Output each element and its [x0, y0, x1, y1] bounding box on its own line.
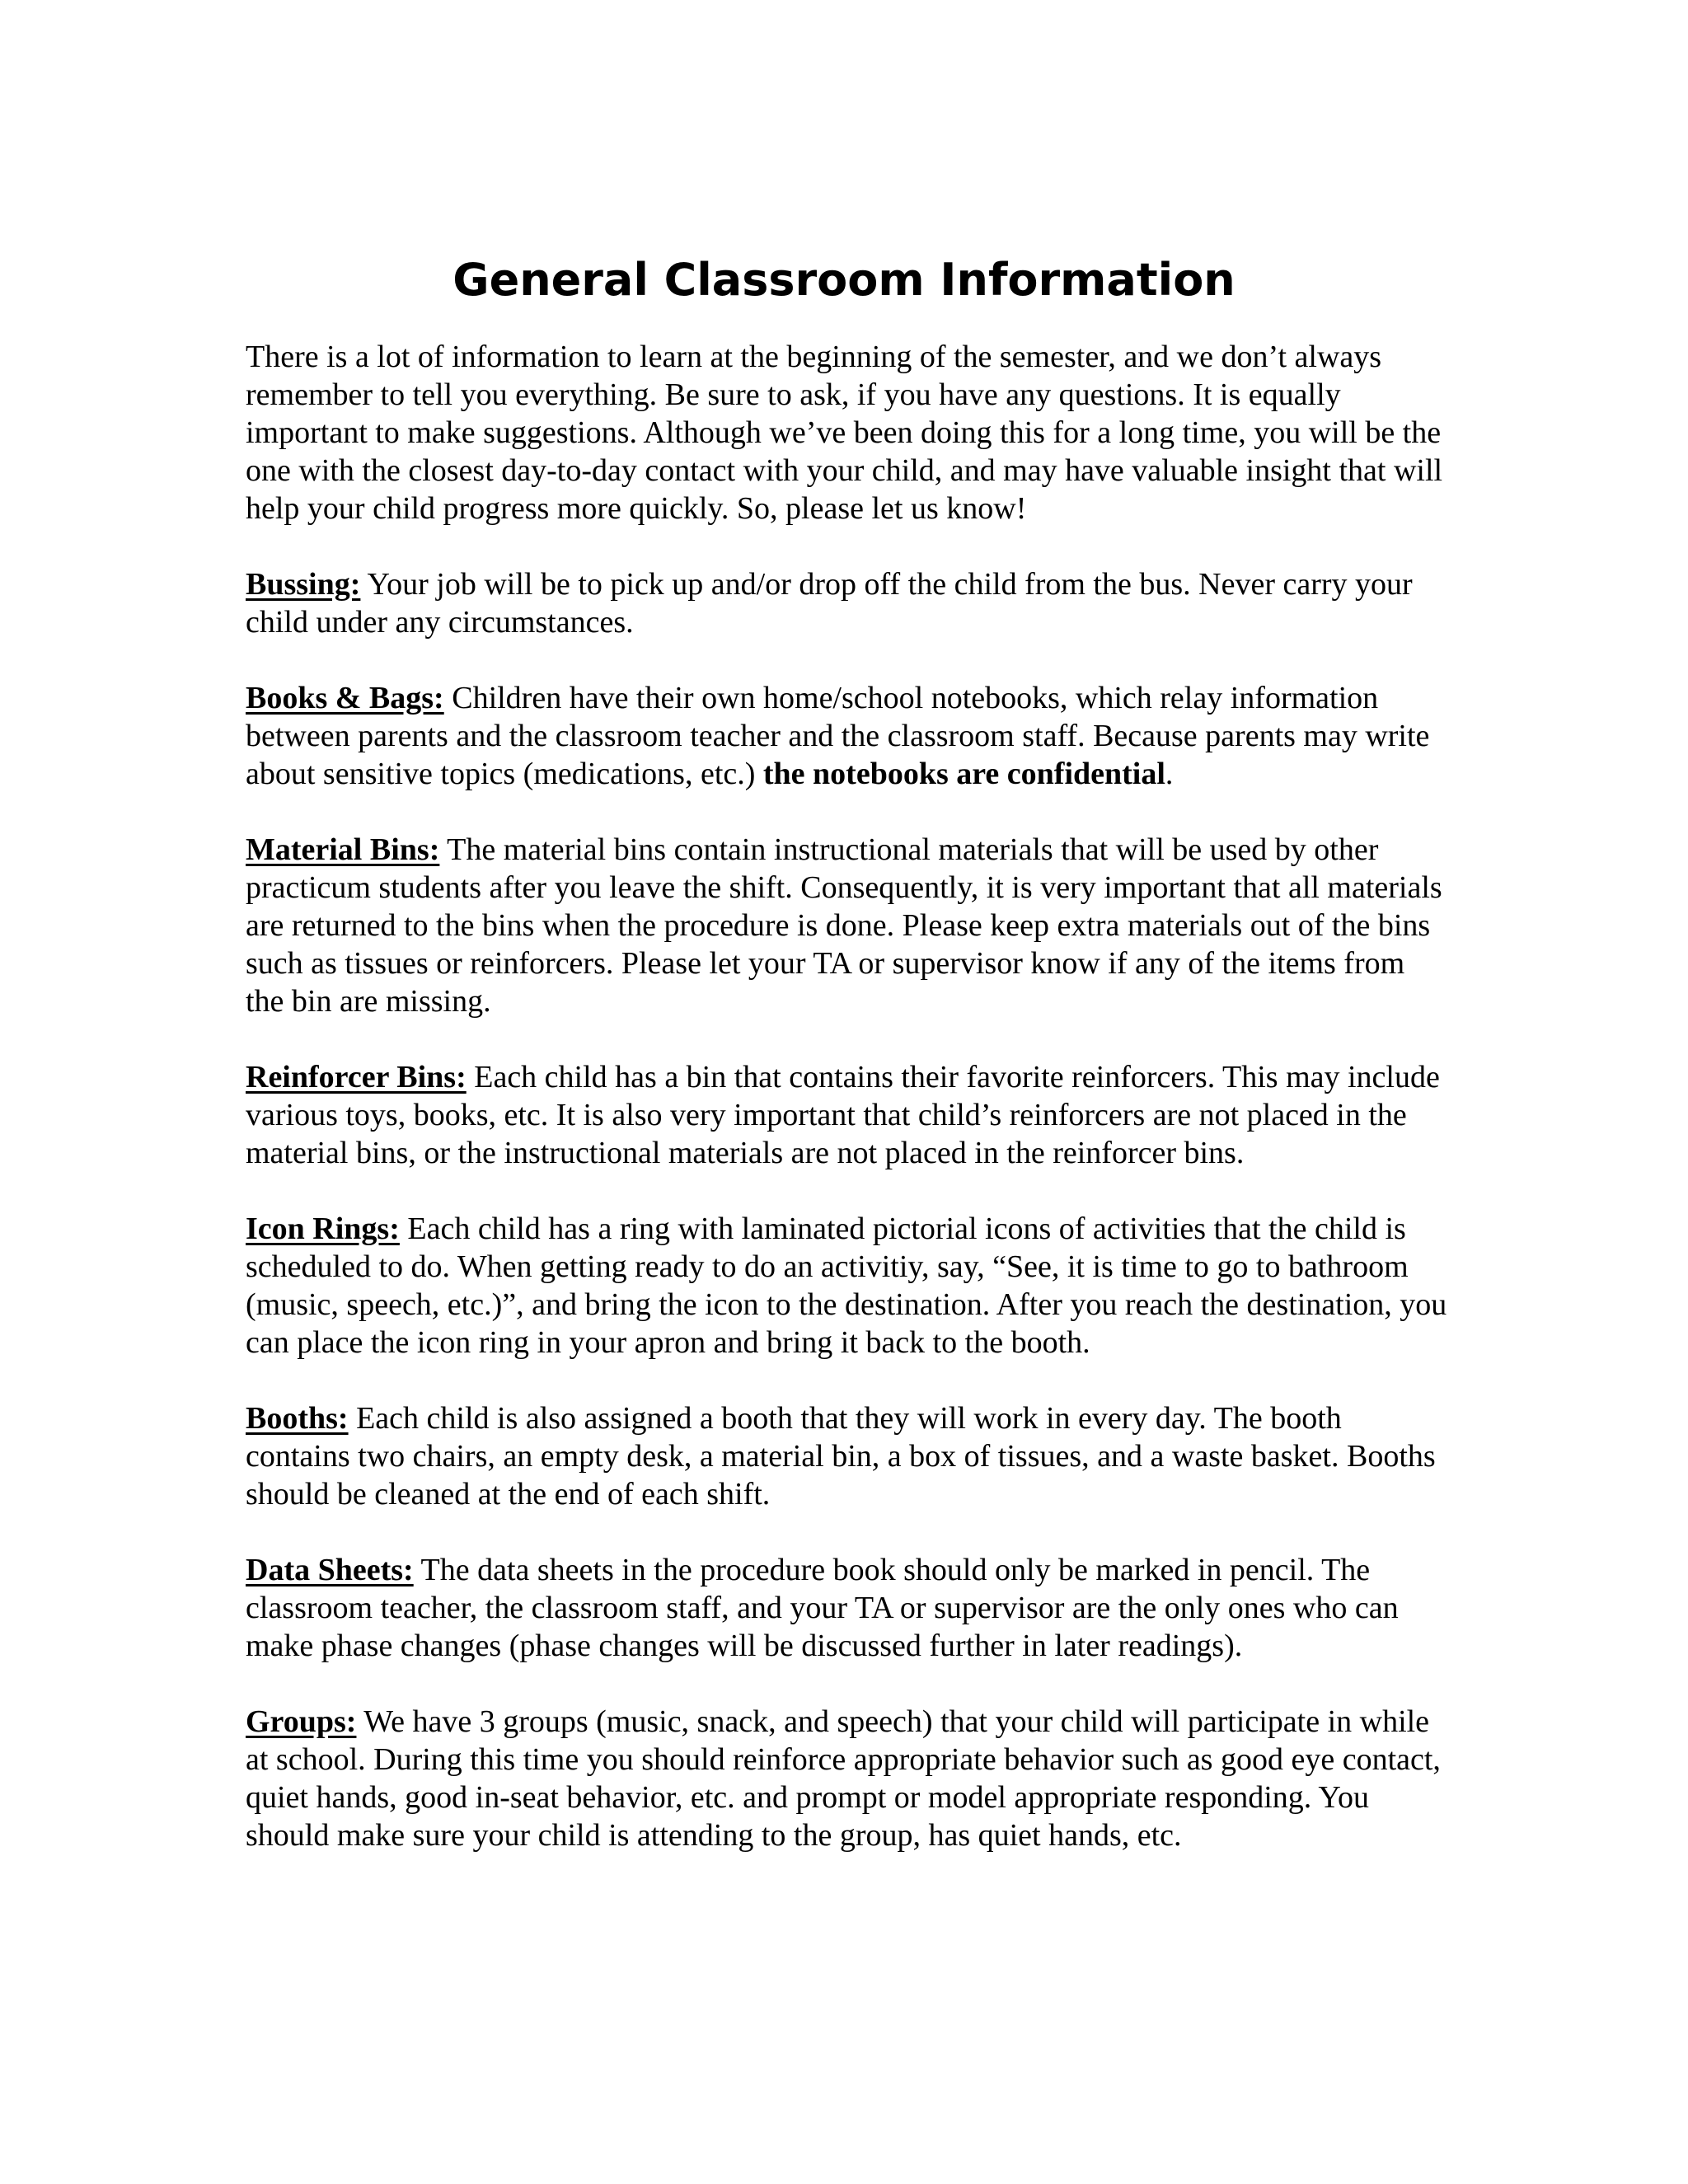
confidential-notice: the notebooks are confidential: [762, 757, 1165, 791]
intro-paragraph: There is a lot of information to learn at the beginning of the semester, and we don’t always remember to tell you everything. Be sure to ask, if you have any questions. It is equally important to make suggestions. Although we’ve been doing this for a long time, you will be the one with the closest day-to-day contact with your child, and may have valuable insight that will help your child progress more quickly. So, please let us know!: [246, 340, 1443, 526]
section-heading-icon-rings: Icon Rings:: [246, 1212, 400, 1246]
section-heading-reinforcer-bins: Reinforcer Bins:: [246, 1060, 467, 1094]
section-text-books-bags-end: .: [1165, 757, 1174, 791]
section-heading-material-bins: Material Bins:: [246, 832, 440, 867]
page-title: General Classroom Information: [452, 254, 1236, 306]
section-heading-groups: Groups:: [246, 1704, 357, 1739]
section-data-sheets: [246, 1551, 1449, 1665]
section-text-booths: Each child is also assigned a booth that they will work in every day. The booth contains two chairs, an empty desk, a material bin, a box of tissues, and a waste basket. Booths should be cleaned at the end of each shift.: [246, 1401, 1436, 1511]
document-body: [246, 338, 1449, 1892]
section-heading-bussing: Bussing:: [246, 567, 361, 602]
section-text-groups: We have 3 groups (music, snack, and speech) that your child will participate in while at school. During this time you should reinforce appropriate behavior such as good eye contact, quiet hands, good in-seat behavior, etc. and prompt or model appropriate responding. You should make sure your child is attending to the group, has quiet hands, etc.: [246, 1704, 1441, 1853]
section-heading-data-sheets: Data Sheets:: [246, 1553, 414, 1587]
section-booths: [246, 1399, 1449, 1513]
section-material-bins: [246, 831, 1449, 1020]
section-text-reinforcer-bins: Each child has a bin that contains their favorite reinforcers. This may include various toys, books, etc. It is also very important that child’s reinforcers are not placed in the material bins, or the instructional materials are not placed in the reinforcer bins.: [246, 1060, 1440, 1170]
section-icon-rings: [246, 1210, 1449, 1361]
section-text-material-bins: The material bins contain instructional materials that will be used by other practicum students after you leave the shift. Consequently, it is very important that all materials are returned to the bins when the procedure is done. Please keep extra materials out of the bins such as tissues or reinforcers. Please let your TA or supervisor know if any of the items from the bin are missing.: [246, 832, 1442, 1019]
section-reinforcer-bins: [246, 1058, 1449, 1172]
section-text-bussing: Your job will be to pick up and/or drop off the child from the bus. Never carry your child under any circumstances.: [246, 567, 1413, 640]
section-text-data-sheets: The data sheets in the procedure book should only be marked in pencil. The classroom teacher, the classroom staff, and your TA or supervisor are the only ones who can make phase changes (phase changes will be discussed further in later readings).: [246, 1553, 1399, 1663]
section-groups: [246, 1703, 1449, 1854]
section-bussing: [246, 565, 1449, 641]
section-heading-booths: Booths:: [246, 1401, 349, 1436]
section-heading-books-bags: Books & Bags:: [246, 681, 444, 715]
section-text-icon-rings: Each child has a ring with laminated pictorial icons of activities that the child is scheduled to do. When getting ready to do an activitiy, say, “See, it is time to go to bathroom (music, speech, etc.)”, and bring the icon to the destination. After you reach the destination, you can place the icon ring in your apron and bring it back to the booth.: [246, 1212, 1447, 1360]
section-text-books-bags: Children have their own home/school notebooks, which relay information between parents and the classroom teacher and the classroom staff. Because parents may write about sensitive topics (medications, etc.): [246, 681, 1430, 791]
section-books-bags: [246, 679, 1449, 793]
